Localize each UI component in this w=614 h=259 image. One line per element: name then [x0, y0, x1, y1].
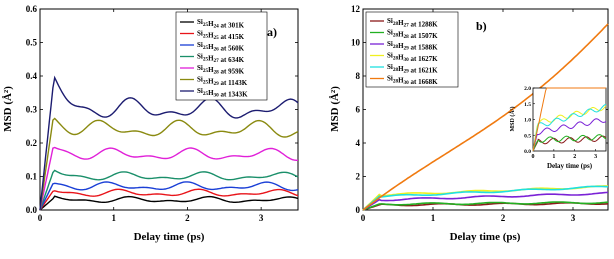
series-line-5 — [40, 119, 298, 211]
inset-x-tick-label: 2 — [573, 154, 577, 160]
inset-ylabel: MSD (Å²) — [510, 106, 516, 132]
x-tick-label: 1 — [430, 213, 436, 223]
series-line-3 — [363, 186, 608, 210]
y-tick-label: 0.0 — [25, 205, 37, 215]
series-line-0 — [40, 196, 298, 210]
y-tick-label: 0.3 — [25, 104, 37, 115]
y-tick-label: 0.4 — [25, 71, 37, 81]
inset-xlabel: Delay time (ps) — [546, 162, 593, 170]
legend-entry: $Si_{25}H_{29}$ at 1143K — [197, 75, 248, 88]
y-tick-label: 0.5 — [25, 37, 37, 48]
panel-b-label: b) — [476, 19, 487, 33]
legend-entry: $Si_{25}H_{24}$ at 301K — [197, 18, 245, 30]
x-tick-label: 3 — [570, 213, 576, 223]
legend-entry: $Si_{28}H_{30}$ at 1668K — [387, 74, 438, 87]
panel-a — [2, 4, 298, 243]
panel-a-xlabel: Delay time (ps) — [133, 231, 205, 243]
y-tick-label: 0.6 — [25, 4, 37, 14]
legend-entry: $Si_{28}H_{28}$ at 1507K — [387, 28, 438, 41]
series-line-2 — [40, 182, 298, 210]
panel-b-xlabel: Delay time (ps) — [449, 231, 521, 243]
x-tick-label: 1 — [111, 213, 116, 223]
inset-y-tick-label: 0.5 — [524, 133, 531, 140]
panel-b-ylabel: MSD (Å²) — [329, 86, 341, 132]
legend-entry: $Si_{28}H_{27}$ at 1288K — [387, 17, 438, 29]
panel-b — [329, 4, 608, 243]
inset-y-tick-label: 2.0 — [524, 86, 531, 92]
x-tick-label: 2 — [500, 213, 506, 223]
legend-entry: $Si_{28}H_{30}$ at 1627K — [387, 51, 438, 64]
panel-b-inset — [508, 86, 606, 170]
legend-entry: $Si_{28}H_{29}$ at 1621K — [387, 63, 438, 75]
panel-a-label: a) — [267, 25, 277, 39]
inset-y-tick-label: 0.0 — [524, 149, 531, 155]
legend-entry: $Si_{25}H_{30}$ at 1343K — [197, 87, 248, 99]
y-tick-label: 2 — [355, 171, 360, 182]
legend-entry: $Si_{25}H_{25}$ at 415K — [197, 29, 245, 42]
inset-y-tick-label: 1.0 — [524, 117, 531, 124]
legend-entry: $Si_{25}H_{27}$ at 634K — [197, 52, 245, 65]
legend-entry: $Si_{25}H_{28}$ at 959K — [197, 64, 245, 76]
series-line-0 — [363, 203, 608, 210]
inset-x-tick-label: 0 — [531, 154, 535, 160]
legend-entry: $Si_{28}H_{29}$ at 1588K — [387, 40, 438, 52]
y-tick-label: 10 — [351, 37, 360, 48]
x-tick-label: 3 — [258, 213, 264, 223]
x-tick-label: 2 — [185, 213, 190, 223]
y-tick-label: 4 — [355, 138, 360, 148]
inset-y-tick-label: 1.5 — [524, 101, 531, 108]
y-tick-label: 0 — [355, 205, 360, 215]
y-tick-label: 6 — [355, 104, 360, 115]
y-tick-label: 0.1 — [25, 171, 37, 182]
x-tick-label: 0 — [37, 213, 43, 223]
panel-b-legend — [366, 12, 458, 87]
y-tick-label: 12 — [351, 4, 360, 14]
x-tick-label: 0 — [360, 213, 366, 223]
panel-a-ylabel: MSD (Å²) — [2, 86, 14, 132]
legend-entry: $Si_{25}H_{26}$ at 560K — [197, 41, 245, 53]
inset-x-tick-label: 1 — [552, 154, 556, 160]
inset-x-tick-label: 3 — [594, 154, 598, 160]
y-tick-label: 0.2 — [25, 138, 37, 148]
panel-a-legend — [176, 12, 267, 100]
y-tick-label: 8 — [355, 71, 360, 81]
